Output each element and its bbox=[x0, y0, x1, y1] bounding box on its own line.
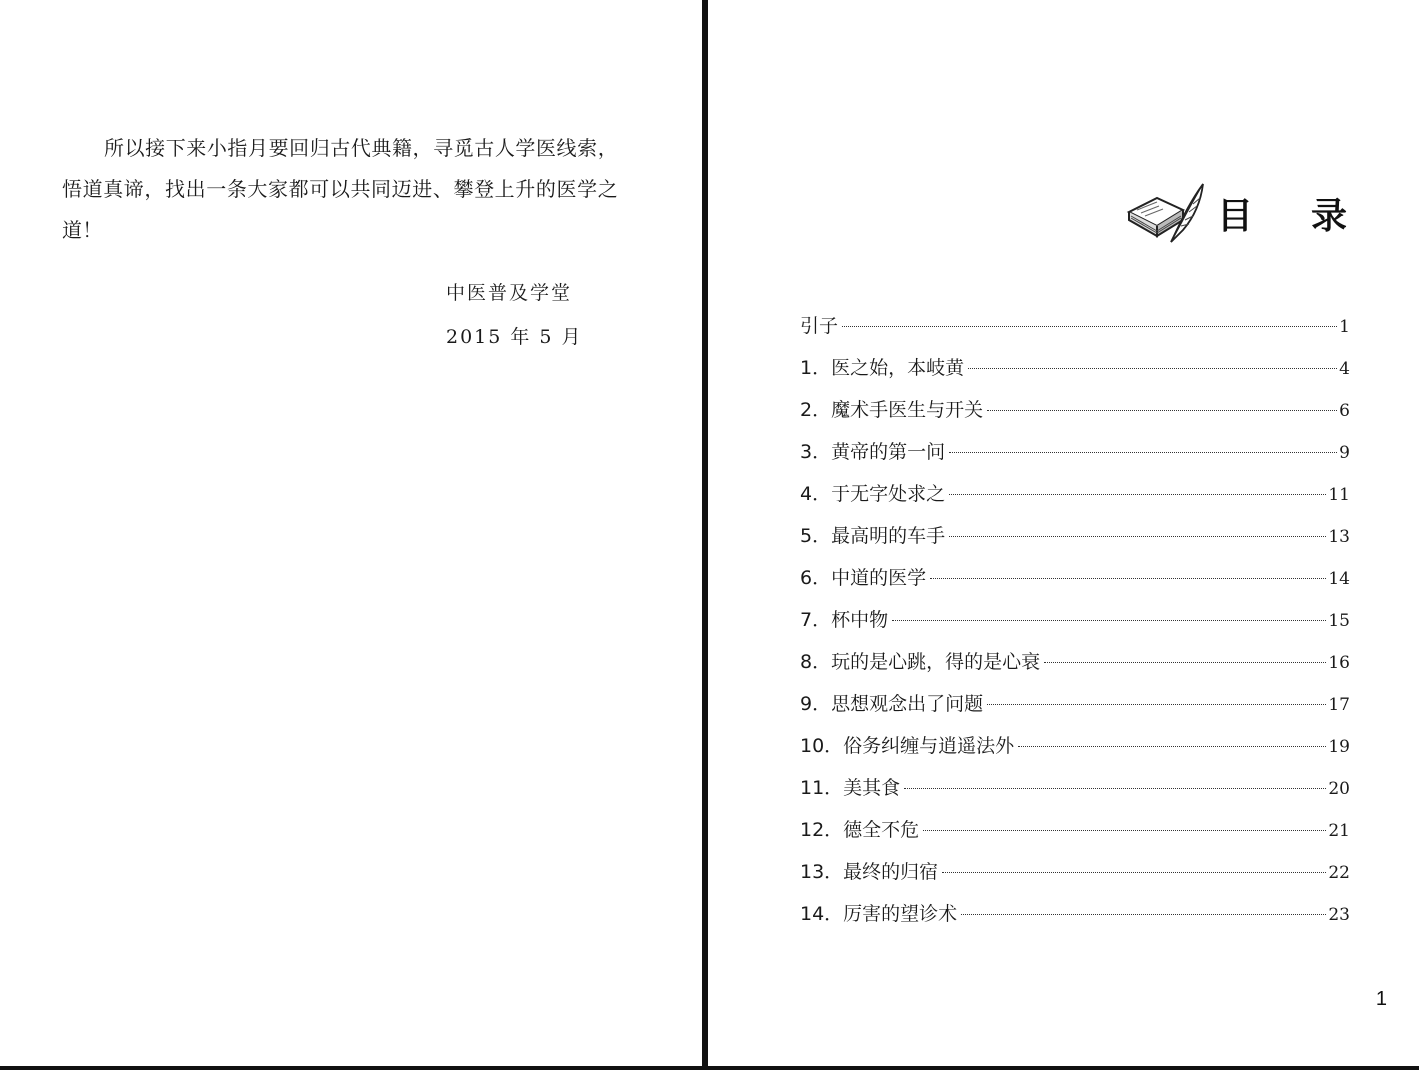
toc-entry[interactable] bbox=[800, 605, 1350, 647]
toc-entry-page: 21 bbox=[1328, 821, 1350, 841]
toc-list bbox=[800, 311, 1350, 941]
toc-leader-dots bbox=[987, 410, 1337, 411]
toc-leader-dots bbox=[923, 830, 1326, 831]
toc-entry-page: 1 bbox=[1339, 317, 1350, 337]
bottom-border bbox=[0, 1066, 1419, 1070]
toc-leader-dots bbox=[949, 536, 1326, 537]
toc-entry-label: 8．玩的是心跳，得的是心衰 bbox=[800, 651, 1041, 673]
toc-entry-page: 6 bbox=[1339, 401, 1350, 421]
toc-entry-label: 12．德全不危 bbox=[800, 819, 920, 841]
toc-entry-label: 5．最高明的车手 bbox=[800, 525, 946, 547]
toc-leader-dots bbox=[1018, 746, 1326, 747]
toc-entry-label: 6．中道的医学 bbox=[800, 567, 927, 589]
toc-entry-page: 15 bbox=[1328, 611, 1350, 631]
page-number: 1 bbox=[1375, 988, 1387, 1010]
toc-entry[interactable] bbox=[800, 395, 1350, 437]
toc-entry-label: 4．于无字处求之 bbox=[800, 483, 946, 505]
toc-title-char-1: 目 bbox=[1216, 195, 1255, 237]
toc-leader-dots bbox=[968, 368, 1337, 369]
toc-entry[interactable] bbox=[800, 353, 1350, 395]
toc-entry-label: 1．医之始，本岐黄 bbox=[800, 357, 965, 379]
right-page bbox=[708, 0, 1419, 1066]
toc-entry-label: 2．魔术手医生与开关 bbox=[800, 399, 984, 421]
toc-entry[interactable] bbox=[800, 731, 1350, 773]
toc-entry[interactable] bbox=[800, 521, 1350, 563]
toc-leader-dots bbox=[930, 578, 1326, 579]
toc-leader-dots bbox=[942, 872, 1326, 873]
preface-paragraph: 所以接下来小指月要回归古代典籍，寻觅古人学医线索，悟道真谛，找出一条大家都可以共同迈进、攀登上升的医学之道！ bbox=[62, 136, 618, 242]
toc-entry-label: 9．思想观念出了问题 bbox=[800, 693, 984, 715]
toc-entry-page: 4 bbox=[1339, 359, 1350, 379]
toc-entry[interactable] bbox=[800, 773, 1350, 815]
toc-entry-page: 19 bbox=[1328, 737, 1350, 757]
signature-organization: 中医普及学堂 bbox=[446, 282, 573, 304]
toc-leader-dots bbox=[842, 326, 1337, 327]
left-page bbox=[0, 0, 702, 1066]
toc-leader-dots bbox=[949, 452, 1337, 453]
toc-entry[interactable] bbox=[800, 815, 1350, 857]
open-book-quill-icon bbox=[1123, 176, 1211, 250]
toc-entry[interactable] bbox=[800, 647, 1350, 689]
toc-entry-label: 引子 bbox=[800, 315, 839, 337]
toc-entry-page: 14 bbox=[1328, 569, 1350, 589]
toc-entry-label: 11．美其食 bbox=[800, 777, 901, 799]
toc-entry-page: 11 bbox=[1328, 485, 1350, 505]
signature-date: 2015 年 5 月 bbox=[446, 326, 583, 348]
toc-entry[interactable] bbox=[800, 899, 1350, 941]
toc-leader-dots bbox=[904, 788, 1326, 789]
toc-entry-page: 17 bbox=[1328, 695, 1350, 715]
toc-entry[interactable] bbox=[800, 437, 1350, 479]
toc-entry-label: 13．最终的归宿 bbox=[800, 861, 939, 883]
toc-entry-label: 10．俗务纠缠与逍遥法外 bbox=[800, 735, 1015, 757]
toc-leader-dots bbox=[1044, 662, 1326, 663]
toc-entry[interactable] bbox=[800, 857, 1350, 899]
toc-leader-dots bbox=[949, 494, 1326, 495]
toc-leader-dots bbox=[961, 914, 1326, 915]
toc-header bbox=[1123, 176, 1349, 250]
toc-entry-page: 22 bbox=[1328, 863, 1350, 883]
toc-leader-dots bbox=[987, 704, 1326, 705]
toc-entry-page: 9 bbox=[1339, 443, 1350, 463]
toc-entry[interactable] bbox=[800, 479, 1350, 521]
toc-entry-page: 16 bbox=[1328, 653, 1350, 673]
toc-entry[interactable] bbox=[800, 689, 1350, 731]
toc-entry-page: 23 bbox=[1328, 905, 1350, 925]
toc-entry-label: 7．杯中物 bbox=[800, 609, 889, 631]
toc-entry-label: 3．黄帝的第一问 bbox=[800, 441, 946, 463]
toc-entry[interactable] bbox=[800, 563, 1350, 605]
toc-title bbox=[1217, 188, 1349, 239]
toc-entry-page: 13 bbox=[1328, 527, 1350, 547]
toc-entry-label: 14．厉害的望诊术 bbox=[800, 903, 958, 925]
toc-leader-dots bbox=[892, 620, 1326, 621]
toc-entry[interactable] bbox=[800, 311, 1350, 353]
toc-title-char-2: 录 bbox=[1310, 195, 1349, 237]
toc-entry-page: 20 bbox=[1328, 779, 1350, 799]
